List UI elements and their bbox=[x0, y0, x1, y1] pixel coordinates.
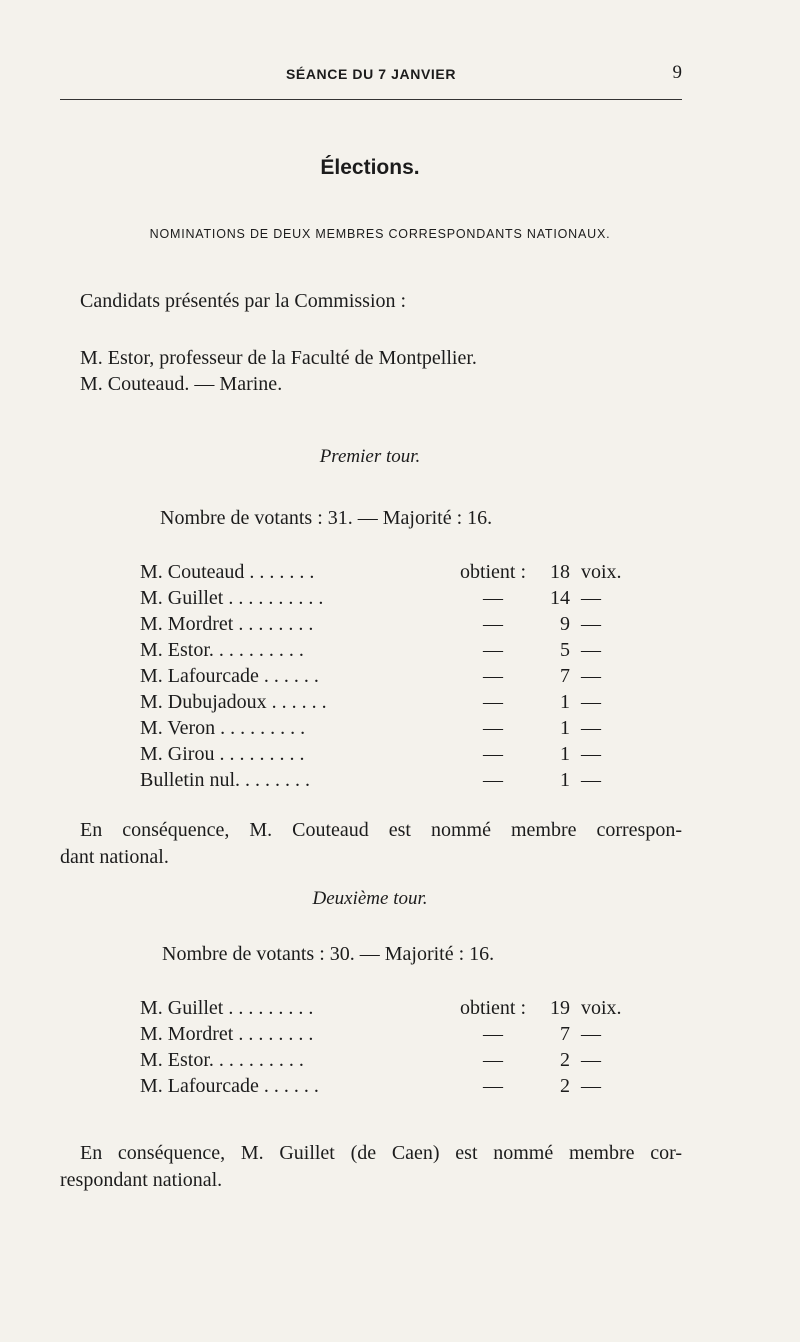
vote-unit: — bbox=[581, 717, 601, 739]
round2-tally bbox=[140, 997, 622, 1101]
vote-unit: — bbox=[581, 691, 601, 713]
vote-unit: — bbox=[581, 665, 601, 687]
result-label: obtient : bbox=[459, 997, 527, 1019]
result-label: — bbox=[483, 1023, 503, 1045]
section-subtitle: NOMINATIONS DE DEUX MEMBRES CORRESPONDANTS NATIONAUX. bbox=[149, 227, 611, 241]
candidate-line: M. Couteaud. — Marine. bbox=[80, 373, 283, 395]
vote-unit: voix. bbox=[581, 561, 622, 583]
candidate-line: M. Estor, professeur de la Faculté de Montpellier. bbox=[80, 347, 477, 369]
result-label: — bbox=[483, 1049, 503, 1071]
tally-row bbox=[140, 769, 610, 795]
vote-unit: — bbox=[581, 1049, 601, 1071]
round2-heading: Deuxième tour. bbox=[312, 888, 428, 909]
vote-unit: — bbox=[581, 743, 601, 765]
round2-summary: Nombre de votants : 30. — Majorité : 16. bbox=[162, 943, 495, 965]
tally-row bbox=[140, 691, 610, 717]
round1-tally bbox=[140, 561, 622, 795]
vote-unit: — bbox=[581, 1075, 601, 1097]
conclusion-line: En conséquence, M. Couteaud est nommé membre correspon- bbox=[80, 819, 682, 841]
vote-unit: — bbox=[581, 639, 601, 661]
vote-count: 5 bbox=[560, 639, 570, 661]
candidate-name: M. Couteaud . . . . . . . bbox=[140, 561, 315, 583]
result-label: — bbox=[483, 587, 503, 609]
vote-unit: — bbox=[581, 769, 601, 791]
result-label: — bbox=[483, 769, 503, 791]
tally-row bbox=[140, 665, 610, 691]
candidate-name: M. Veron . . . . . . . . . bbox=[140, 717, 306, 739]
result-label: — bbox=[483, 1075, 503, 1097]
vote-count: 7 bbox=[560, 665, 570, 687]
vote-unit: voix. bbox=[581, 997, 622, 1019]
result-label: — bbox=[483, 691, 503, 713]
candidate-name: M. Guillet . . . . . . . . . . bbox=[140, 587, 324, 609]
candidates-intro: Candidats présentés par la Commission : bbox=[80, 290, 407, 312]
vote-count: 19 bbox=[550, 997, 570, 1019]
candidate-name: M. Estor. . . . . . . . . . bbox=[140, 639, 304, 661]
tally-row bbox=[140, 743, 610, 769]
vote-count: 14 bbox=[550, 587, 570, 609]
tally-row bbox=[140, 561, 622, 587]
conclusion-line: respondant national. bbox=[60, 1169, 223, 1191]
vote-count: 1 bbox=[560, 743, 570, 765]
vote-count: 2 bbox=[560, 1075, 570, 1097]
vote-unit: — bbox=[581, 613, 601, 635]
result-label: — bbox=[483, 639, 503, 661]
vote-count: 7 bbox=[560, 1023, 570, 1045]
vote-count: 18 bbox=[550, 561, 570, 583]
tally-row bbox=[140, 1023, 610, 1049]
round2-conclusion bbox=[60, 1140, 682, 1194]
conclusion-line: dant national. bbox=[60, 846, 169, 868]
tally-row bbox=[140, 1049, 610, 1075]
vote-count: 9 bbox=[560, 613, 570, 635]
tally-row bbox=[140, 587, 610, 613]
page-number: 9 bbox=[672, 62, 682, 83]
candidate-name: M. Lafourcade . . . . . . bbox=[140, 1075, 319, 1097]
vote-count: 2 bbox=[560, 1049, 570, 1071]
candidate-name: M. Estor. . . . . . . . . . bbox=[140, 1049, 304, 1071]
tally-row bbox=[140, 1075, 610, 1101]
round1-conclusion bbox=[60, 817, 682, 871]
tally-row bbox=[140, 717, 610, 743]
round1-summary: Nombre de votants : 31. — Majorité : 16. bbox=[160, 507, 493, 529]
section-title: Élections. bbox=[320, 156, 420, 179]
tally-row bbox=[140, 639, 610, 665]
header-rule bbox=[60, 99, 682, 100]
candidate-name: M. Mordret . . . . . . . . bbox=[140, 613, 314, 635]
vote-count: 1 bbox=[560, 717, 570, 739]
result-label: — bbox=[483, 743, 503, 765]
result-label: — bbox=[483, 613, 503, 635]
tally-row bbox=[140, 997, 622, 1023]
round1-heading: Premier tour. bbox=[319, 446, 421, 467]
candidate-name: M. Guillet . . . . . . . . . bbox=[140, 997, 314, 1019]
candidate-name: Bulletin nul. . . . . . . . bbox=[140, 769, 310, 791]
vote-unit: — bbox=[581, 587, 601, 609]
conclusion-line: En conséquence, M. Guillet (de Caen) est nommé membre cor- bbox=[80, 1142, 682, 1164]
result-label: obtient : bbox=[459, 561, 527, 583]
result-label: — bbox=[483, 717, 503, 739]
running-header bbox=[60, 62, 682, 86]
tally-row bbox=[140, 613, 610, 639]
candidate-name: M. Girou . . . . . . . . . bbox=[140, 743, 305, 765]
candidate-name: M. Dubujadoux . . . . . . bbox=[140, 691, 327, 713]
vote-count: 1 bbox=[560, 691, 570, 713]
result-label: — bbox=[483, 665, 503, 687]
vote-count: 1 bbox=[560, 769, 570, 791]
vote-unit: — bbox=[581, 1023, 601, 1045]
header-title: SÉANCE DU 7 JANVIER bbox=[285, 66, 457, 82]
candidate-name: M. Mordret . . . . . . . . bbox=[140, 1023, 314, 1045]
candidate-name: M. Lafourcade . . . . . . bbox=[140, 665, 319, 687]
